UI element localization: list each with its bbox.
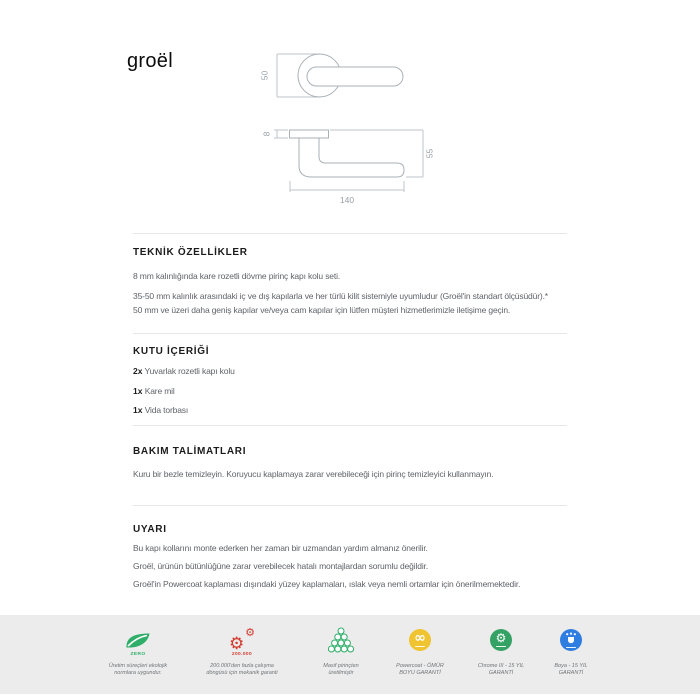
- item-label: Kare mil: [144, 386, 175, 396]
- item-quantity: 1x: [133, 386, 143, 396]
- warning-line: Bu kapı kollarını monte ederken her zaman bir uzmandan yardım almanız önerilir.: [133, 543, 428, 553]
- badge-paint-warranty: [511, 628, 631, 677]
- item-quantity: 2x: [133, 366, 143, 376]
- brand-logo: groël: [127, 50, 173, 72]
- badge-eco: [78, 628, 198, 677]
- item-label: Yuvarlak rozetli kapı kolu: [144, 366, 235, 376]
- chrome-badge-icon: ⚙: [441, 628, 561, 652]
- section-title-warning: UYARI: [133, 524, 167, 535]
- eco-zero-label: ZERO: [130, 652, 146, 657]
- badge-caption: Boya - 15 YIL GARANTİ: [554, 663, 588, 676]
- badge-caption: 200.000'den fazla çalışma döngüsü için mekanik garanti: [206, 663, 278, 676]
- leaf-icon: [78, 628, 198, 652]
- badge-caption: Masif pirinçten üretilmiştir: [323, 663, 359, 676]
- warning-line: Groël, ürünün bütünlüğüne zarar verebilecek hatalı montajlardan sorumlu değildir.: [133, 561, 428, 571]
- care-instructions-paragraph: Kuru bir bezle temizleyin. Koruyucu kaplamaya zarar verebileceği için pirinç temizleyici kullanmayın.: [133, 469, 494, 479]
- infinity-badge-icon: ∞: [360, 628, 480, 652]
- front-view-handle: [298, 54, 403, 97]
- badge-caption: Chrome III - 15 YIL GARANTİ: [477, 663, 525, 676]
- section-divider: [133, 425, 567, 426]
- box-content-item: [133, 405, 188, 415]
- box-content-item: [133, 386, 175, 396]
- item-quantity: 1x: [133, 405, 143, 415]
- paint-badge-icon: [511, 628, 631, 652]
- dim-label-55: 55: [424, 148, 435, 159]
- technical-specs-paragraph-2-line-1: 35-50 mm kalınlık arasındaki iç ve dış kapılarla ve her türlü kilit sistemiyle uyumludur (Groël'in standart ölçüsüdür).*: [133, 291, 548, 301]
- section-title-box-contents: KUTU İÇERİĞİ: [133, 346, 210, 357]
- section-title-care-instructions: BAKIM TALİMATLARI: [133, 446, 247, 457]
- technical-specs-paragraph-2-line-2: 50 mm ve üzeri daha geniş kapılar ve/veya cam kapılar için lütfen müşteri hizmetlerimizle iletişime geçin.: [133, 305, 511, 315]
- warning-line: Groël'in Powercoat kaplaması dışındaki yüzey kaplamaları, ıslak veya nemli ortamlar için önerilmemektedir.: [133, 579, 521, 589]
- item-label: Vida torbası: [144, 405, 189, 415]
- cycles-count-label: 200.000: [231, 652, 253, 657]
- badge-caption: Powercoat - ÖMÜR BOYU GARANTİ: [396, 663, 444, 676]
- section-divider: [133, 333, 567, 334]
- gears-icon: ⚙ ⚙: [229, 625, 255, 654]
- certification-footer: [0, 615, 700, 694]
- technical-drawing: [250, 40, 450, 215]
- dim-label-8: 8: [261, 131, 272, 137]
- technical-specs-paragraph-1: 8 mm kalınlığında kare rozetli dövme pirinç kapı kolu seti.: [133, 271, 341, 281]
- dim-label-50: 50: [259, 70, 270, 81]
- side-view-dimension-8: [262, 130, 289, 138]
- box-content-item: [133, 366, 235, 376]
- section-title-technical-specs: TEKNİK ÖZELLİKLER: [133, 247, 248, 258]
- dim-label-140: 140: [339, 195, 355, 205]
- side-view-handle: [290, 130, 405, 177]
- badge-caption: Üretim süreçleri ekolojik normlara uygundur.: [108, 663, 168, 676]
- side-view-dimension-140: [290, 181, 404, 205]
- section-divider: [133, 233, 567, 234]
- section-divider: [133, 505, 567, 506]
